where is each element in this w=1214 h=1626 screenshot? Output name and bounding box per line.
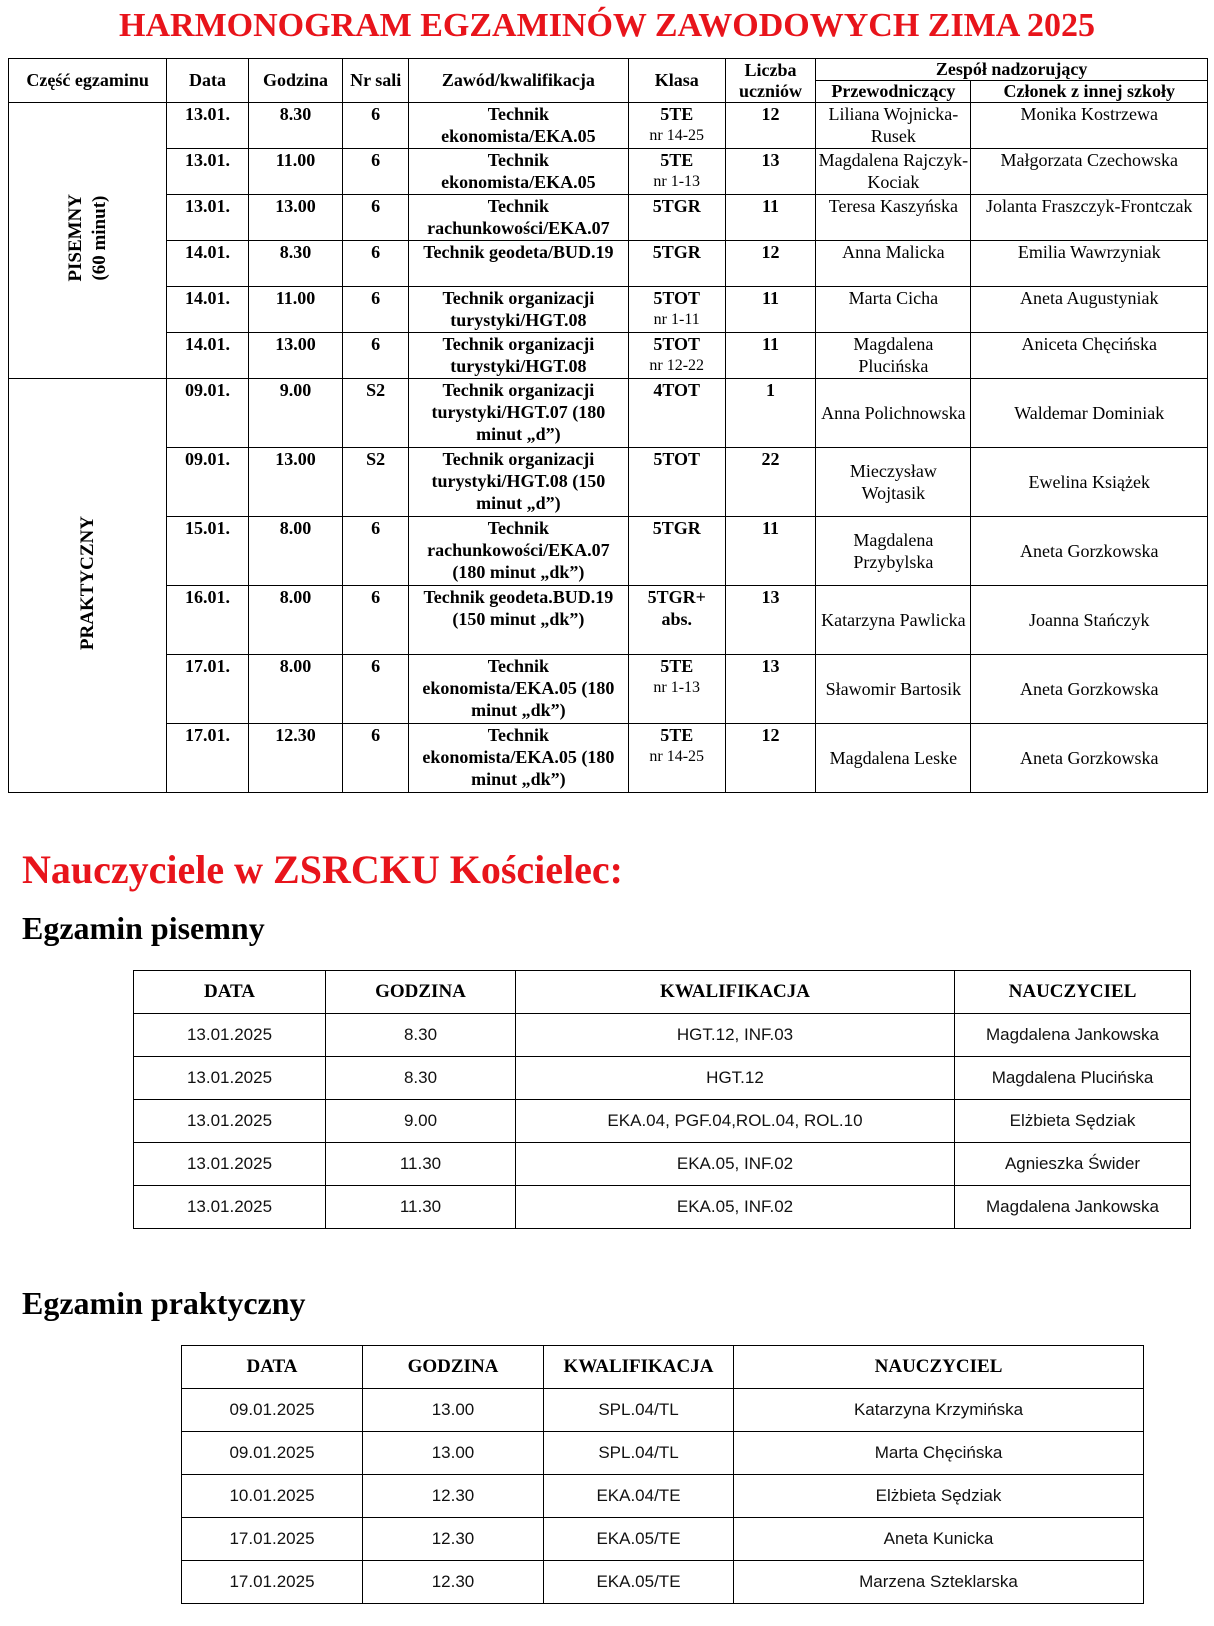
cell-data: 14.01. xyxy=(167,287,248,333)
cell-godzina: 11.30 xyxy=(326,1186,516,1229)
cell-data: 13.01.2025 xyxy=(134,1186,326,1229)
cell-liczba: 13 xyxy=(725,586,816,655)
cell-godzina: 9.00 xyxy=(326,1100,516,1143)
cell-czlonek: Aniceta Chęcińska xyxy=(971,333,1208,379)
cell-kwalifikacja: EKA.05/TE xyxy=(544,1561,734,1604)
cell-sala: 6 xyxy=(343,149,409,195)
cell-nauczyciel: Magdalena Jankowska xyxy=(955,1186,1191,1229)
cell-zawod: Technik ekonomista/EKA.05 xyxy=(408,149,628,195)
table-row xyxy=(9,724,1208,793)
cell-przewodniczacy: Sławomir Bartosik xyxy=(816,655,971,724)
cell-godzina: 8.00 xyxy=(248,517,343,586)
cell-zawod: Technik geodeta.BUD.19 (150 minut „dk”) xyxy=(408,586,628,655)
header-zawod: Zawód/kwalifikacja xyxy=(408,59,628,103)
cell-sala: S2 xyxy=(343,379,409,448)
cell-sala: 6 xyxy=(343,195,409,241)
klasa-range: nr 14-25 xyxy=(649,748,705,765)
cell-kwalifikacja: SPL.04/TL xyxy=(544,1432,734,1475)
cell-zawod: Technik ekonomista/EKA.05 (180 minut „dk”) xyxy=(408,724,628,793)
cell-godzina: 8.30 xyxy=(248,241,343,287)
cell-data: 13.01.2025 xyxy=(134,1143,326,1186)
cell-godzina: 12.30 xyxy=(248,724,343,793)
cell-nauczyciel: Elżbieta Sędziak xyxy=(955,1100,1191,1143)
cell-kwalifikacja: EKA.04, PGF.04,ROL.04, ROL.10 xyxy=(516,1100,955,1143)
written-header-kwalifikacja: KWALIFIKACJA xyxy=(516,971,955,1014)
cell-zawod: Technik organizacji turystyki/HGT.08 (150 minut „d”) xyxy=(408,448,628,517)
cell-klasa xyxy=(628,655,725,724)
klasa-name: 5TOT xyxy=(653,449,701,469)
cell-nauczyciel: Magdalena Jankowska xyxy=(955,1014,1191,1057)
cell-klasa xyxy=(628,724,725,793)
cell-czlonek: Ewelina Książek xyxy=(971,448,1208,517)
teachers-heading: Nauczyciele w ZSRCKU Kościelec: xyxy=(22,847,623,892)
table-row xyxy=(134,1143,1191,1186)
cell-data: 09.01. xyxy=(167,448,248,517)
cell-zawod: Technik rachunkowości/EKA.07 xyxy=(408,195,628,241)
cell-czlonek: Małgorzata Czechowska xyxy=(971,149,1208,195)
cell-data: 17.01.2025 xyxy=(182,1518,363,1561)
cell-przewodniczacy: Anna Malicka xyxy=(816,241,971,287)
cell-nauczyciel: Aneta Kunicka xyxy=(734,1518,1144,1561)
cell-data: 14.01. xyxy=(167,241,248,287)
table-row xyxy=(134,1186,1191,1229)
cell-liczba: 13 xyxy=(725,149,816,195)
cell-data: 13.01. xyxy=(167,103,248,149)
cell-zawod: Technik organizacji turystyki/HGT.07 (180 minut „d”) xyxy=(408,379,628,448)
cell-nauczyciel: Marta Chęcińska xyxy=(734,1432,1144,1475)
klasa-range: nr 14-25 xyxy=(649,127,705,144)
exam-part-label: PRAKTYCZNY xyxy=(76,515,98,651)
cell-data: 15.01. xyxy=(167,517,248,586)
practical-heading: Egzamin praktyczny xyxy=(22,1285,306,1321)
cell-czlonek: Aneta Gorzkowska xyxy=(971,724,1208,793)
klasa-range: nr 12-22 xyxy=(649,357,705,374)
cell-przewodniczacy: Liliana Wojnicka-Rusek xyxy=(816,103,971,149)
table-row xyxy=(9,655,1208,724)
cell-liczba: 22 xyxy=(725,448,816,517)
cell-godzina: 12.30 xyxy=(363,1561,544,1604)
cell-liczba: 11 xyxy=(725,195,816,241)
practical-exam-table xyxy=(181,1345,1144,1604)
klasa-name: 4TOT xyxy=(653,380,701,400)
klasa-name: 5TGR xyxy=(652,518,701,538)
cell-klasa xyxy=(628,195,725,241)
table-row xyxy=(9,149,1208,195)
written-exam-body xyxy=(134,1014,1191,1229)
cell-data: 13.01. xyxy=(167,195,248,241)
cell-liczba: 12 xyxy=(725,103,816,149)
klasa-name: 5TOT xyxy=(653,334,701,354)
cell-liczba: 11 xyxy=(725,287,816,333)
cell-liczba: 13 xyxy=(725,655,816,724)
cell-czlonek: Emilia Wawrzyniak xyxy=(971,241,1208,287)
cell-liczba: 11 xyxy=(725,333,816,379)
cell-czlonek: Aneta Gorzkowska xyxy=(971,517,1208,586)
cell-klasa xyxy=(628,103,725,149)
practical-header-godzina: GODZINA xyxy=(363,1346,544,1389)
cell-klasa xyxy=(628,149,725,195)
cell-godzina: 8.30 xyxy=(248,103,343,149)
cell-klasa xyxy=(628,379,725,448)
cell-data: 09.01.2025 xyxy=(182,1389,363,1432)
cell-liczba: 12 xyxy=(725,724,816,793)
cell-zawod: Technik ekonomista/EKA.05 xyxy=(408,103,628,149)
cell-nauczyciel: Katarzyna Krzymińska xyxy=(734,1389,1144,1432)
header-zespol: Zespół nadzorujący xyxy=(816,59,1208,81)
cell-godzina: 12.30 xyxy=(363,1518,544,1561)
cell-czlonek: Aneta Gorzkowska xyxy=(971,655,1208,724)
cell-kwalifikacja: SPL.04/TL xyxy=(544,1389,734,1432)
exam-part-label: PISEMNY (60 minut) xyxy=(64,194,110,282)
table-row xyxy=(182,1389,1144,1432)
header-sala: Nr sali xyxy=(343,59,409,103)
cell-klasa xyxy=(628,586,725,655)
cell-przewodniczacy: Teresa Kaszyńska xyxy=(816,195,971,241)
cell-godzina: 11.30 xyxy=(326,1143,516,1186)
page-title: HARMONOGRAM EGZAMINÓW ZAWODOWYCH ZIMA 2025 xyxy=(119,7,1095,44)
cell-data: 13.01.2025 xyxy=(134,1100,326,1143)
cell-data: 17.01.2025 xyxy=(182,1561,363,1604)
klasa-name: 5TGR xyxy=(652,196,701,216)
cell-liczba: 12 xyxy=(725,241,816,287)
cell-data: 14.01. xyxy=(167,333,248,379)
table-row xyxy=(134,1014,1191,1057)
cell-zawod: Technik rachunkowości/EKA.07 (180 minut „dk”) xyxy=(408,517,628,586)
cell-nauczyciel: Marzena Szteklarska xyxy=(734,1561,1144,1604)
cell-godzina: 8.30 xyxy=(326,1014,516,1057)
klasa-name: 5TGR xyxy=(652,242,701,262)
header-czlonek: Członek z innej szkoły xyxy=(971,81,1208,103)
cell-godzina: 13.00 xyxy=(248,448,343,517)
cell-data: 17.01. xyxy=(167,724,248,793)
cell-data: 16.01. xyxy=(167,586,248,655)
cell-godzina: 9.00 xyxy=(248,379,343,448)
cell-sala: 6 xyxy=(343,333,409,379)
cell-zawod: Technik organizacji turystyki/HGT.08 xyxy=(408,333,628,379)
header-liczba: Liczba uczniów xyxy=(725,59,816,103)
cell-godzina: 13.00 xyxy=(363,1389,544,1432)
written-header-data: DATA xyxy=(134,971,326,1014)
cell-zawod: Technik organizacji turystyki/HGT.08 xyxy=(408,287,628,333)
cell-godzina: 11.00 xyxy=(248,149,343,195)
cell-czlonek: Waldemar Dominiak xyxy=(971,379,1208,448)
cell-data: 13.01.2025 xyxy=(134,1014,326,1057)
header-godzina: Godzina xyxy=(248,59,343,103)
practical-header-data: DATA xyxy=(182,1346,363,1389)
cell-sala: S2 xyxy=(343,448,409,517)
cell-sala: 6 xyxy=(343,586,409,655)
written-header-row xyxy=(134,971,1191,1014)
klasa-name: 5TE xyxy=(660,656,694,676)
cell-nauczyciel: Magdalena Plucińska xyxy=(955,1057,1191,1100)
cell-czlonek: Jolanta Fraszczyk-Frontczak xyxy=(971,195,1208,241)
exam-schedule-table xyxy=(8,58,1208,793)
exam-part-cell xyxy=(9,103,167,379)
cell-przewodniczacy: Anna Polichnowska xyxy=(816,379,971,448)
cell-czlonek: Joanna Stańczyk xyxy=(971,586,1208,655)
cell-przewodniczacy: Magdalena Leske xyxy=(816,724,971,793)
klasa-range: nr 1-11 xyxy=(653,311,700,328)
klasa-name: 5TE xyxy=(660,150,694,170)
klasa-range: nr 1-13 xyxy=(653,173,701,190)
table-row xyxy=(9,448,1208,517)
table-row xyxy=(182,1432,1144,1475)
cell-kwalifikacja: EKA.05, INF.02 xyxy=(516,1143,955,1186)
header-klasa: Klasa xyxy=(628,59,725,103)
cell-przewodniczacy: Magdalena Plucińska xyxy=(816,333,971,379)
cell-data: 10.01.2025 xyxy=(182,1475,363,1518)
header-przewodniczacy: Przewodniczący xyxy=(816,81,971,103)
cell-data: 13.01. xyxy=(167,149,248,195)
cell-godzina: 8.00 xyxy=(248,655,343,724)
table-row xyxy=(9,195,1208,241)
practical-exam-body xyxy=(182,1389,1144,1604)
table-row xyxy=(9,517,1208,586)
cell-klasa xyxy=(628,287,725,333)
table-row xyxy=(9,287,1208,333)
cell-przewodniczacy: Magdalena Rajczyk-Kociak xyxy=(816,149,971,195)
written-exam-table xyxy=(133,970,1191,1229)
written-heading: Egzamin pisemny xyxy=(22,910,265,946)
cell-data: 09.01.2025 xyxy=(182,1432,363,1475)
cell-sala: 6 xyxy=(343,517,409,586)
cell-przewodniczacy: Magdalena Przybylska xyxy=(816,517,971,586)
practical-header-nauczyciel: NAUCZYCIEL xyxy=(734,1346,1144,1389)
written-header-godzina: GODZINA xyxy=(326,971,516,1014)
table-row xyxy=(134,1100,1191,1143)
cell-sala: 6 xyxy=(343,103,409,149)
table-row xyxy=(9,379,1208,448)
cell-kwalifikacja: HGT.12 xyxy=(516,1057,955,1100)
written-header-nauczyciel: NAUCZYCIEL xyxy=(955,971,1191,1014)
cell-liczba: 1 xyxy=(725,379,816,448)
table-row xyxy=(9,333,1208,379)
cell-przewodniczacy: Marta Cicha xyxy=(816,287,971,333)
cell-klasa xyxy=(628,333,725,379)
cell-czlonek: Aneta Augustyniak xyxy=(971,287,1208,333)
cell-godzina: 13.00 xyxy=(248,333,343,379)
cell-godzina: 8.30 xyxy=(326,1057,516,1100)
cell-liczba: 11 xyxy=(725,517,816,586)
table-row xyxy=(9,103,1208,149)
practical-header-row xyxy=(182,1346,1144,1389)
cell-kwalifikacja: HGT.12, INF.03 xyxy=(516,1014,955,1057)
cell-godzina: 11.00 xyxy=(248,287,343,333)
cell-przewodniczacy: Katarzyna Pawlicka xyxy=(816,586,971,655)
cell-przewodniczacy: Mieczysław Wojtasik xyxy=(816,448,971,517)
cell-data: 17.01. xyxy=(167,655,248,724)
klasa-name: 5TOT xyxy=(653,288,701,308)
cell-data: 09.01. xyxy=(167,379,248,448)
cell-zawod: Technik geodeta/BUD.19 xyxy=(408,241,628,287)
table-row xyxy=(182,1475,1144,1518)
cell-czlonek: Monika Kostrzewa xyxy=(971,103,1208,149)
cell-sala: 6 xyxy=(343,655,409,724)
klasa-name: 5TE xyxy=(660,725,694,745)
table-row xyxy=(9,586,1208,655)
exam-schedule-body xyxy=(9,103,1208,793)
cell-kwalifikacja: EKA.04/TE xyxy=(544,1475,734,1518)
cell-nauczyciel: Elżbieta Sędziak xyxy=(734,1475,1144,1518)
cell-data: 13.01.2025 xyxy=(134,1057,326,1100)
cell-godzina: 13.00 xyxy=(363,1432,544,1475)
cell-nauczyciel: Agnieszka Świder xyxy=(955,1143,1191,1186)
cell-godzina: 8.00 xyxy=(248,586,343,655)
cell-klasa xyxy=(628,517,725,586)
header-data: Data xyxy=(167,59,248,103)
exam-part-cell xyxy=(9,379,167,793)
cell-godzina: 13.00 xyxy=(248,195,343,241)
cell-sala: 6 xyxy=(343,241,409,287)
cell-klasa xyxy=(628,241,725,287)
klasa-range: nr 1-13 xyxy=(653,679,701,696)
cell-sala: 6 xyxy=(343,724,409,793)
practical-header-kwalifikacja: KWALIFIKACJA xyxy=(544,1346,734,1389)
table-row xyxy=(134,1057,1191,1100)
cell-klasa xyxy=(628,448,725,517)
cell-kwalifikacja: EKA.05/TE xyxy=(544,1518,734,1561)
table-row xyxy=(182,1518,1144,1561)
table-row xyxy=(9,241,1208,287)
header-czesc: Część egzaminu xyxy=(9,59,167,103)
cell-zawod: Technik ekonomista/EKA.05 (180 minut „dk”) xyxy=(408,655,628,724)
cell-godzina: 12.30 xyxy=(363,1475,544,1518)
table-row xyxy=(182,1561,1144,1604)
cell-sala: 6 xyxy=(343,287,409,333)
klasa-name: 5TE xyxy=(660,104,694,124)
klasa-name: 5TGR+ abs. xyxy=(647,587,706,629)
cell-kwalifikacja: EKA.05, INF.02 xyxy=(516,1186,955,1229)
